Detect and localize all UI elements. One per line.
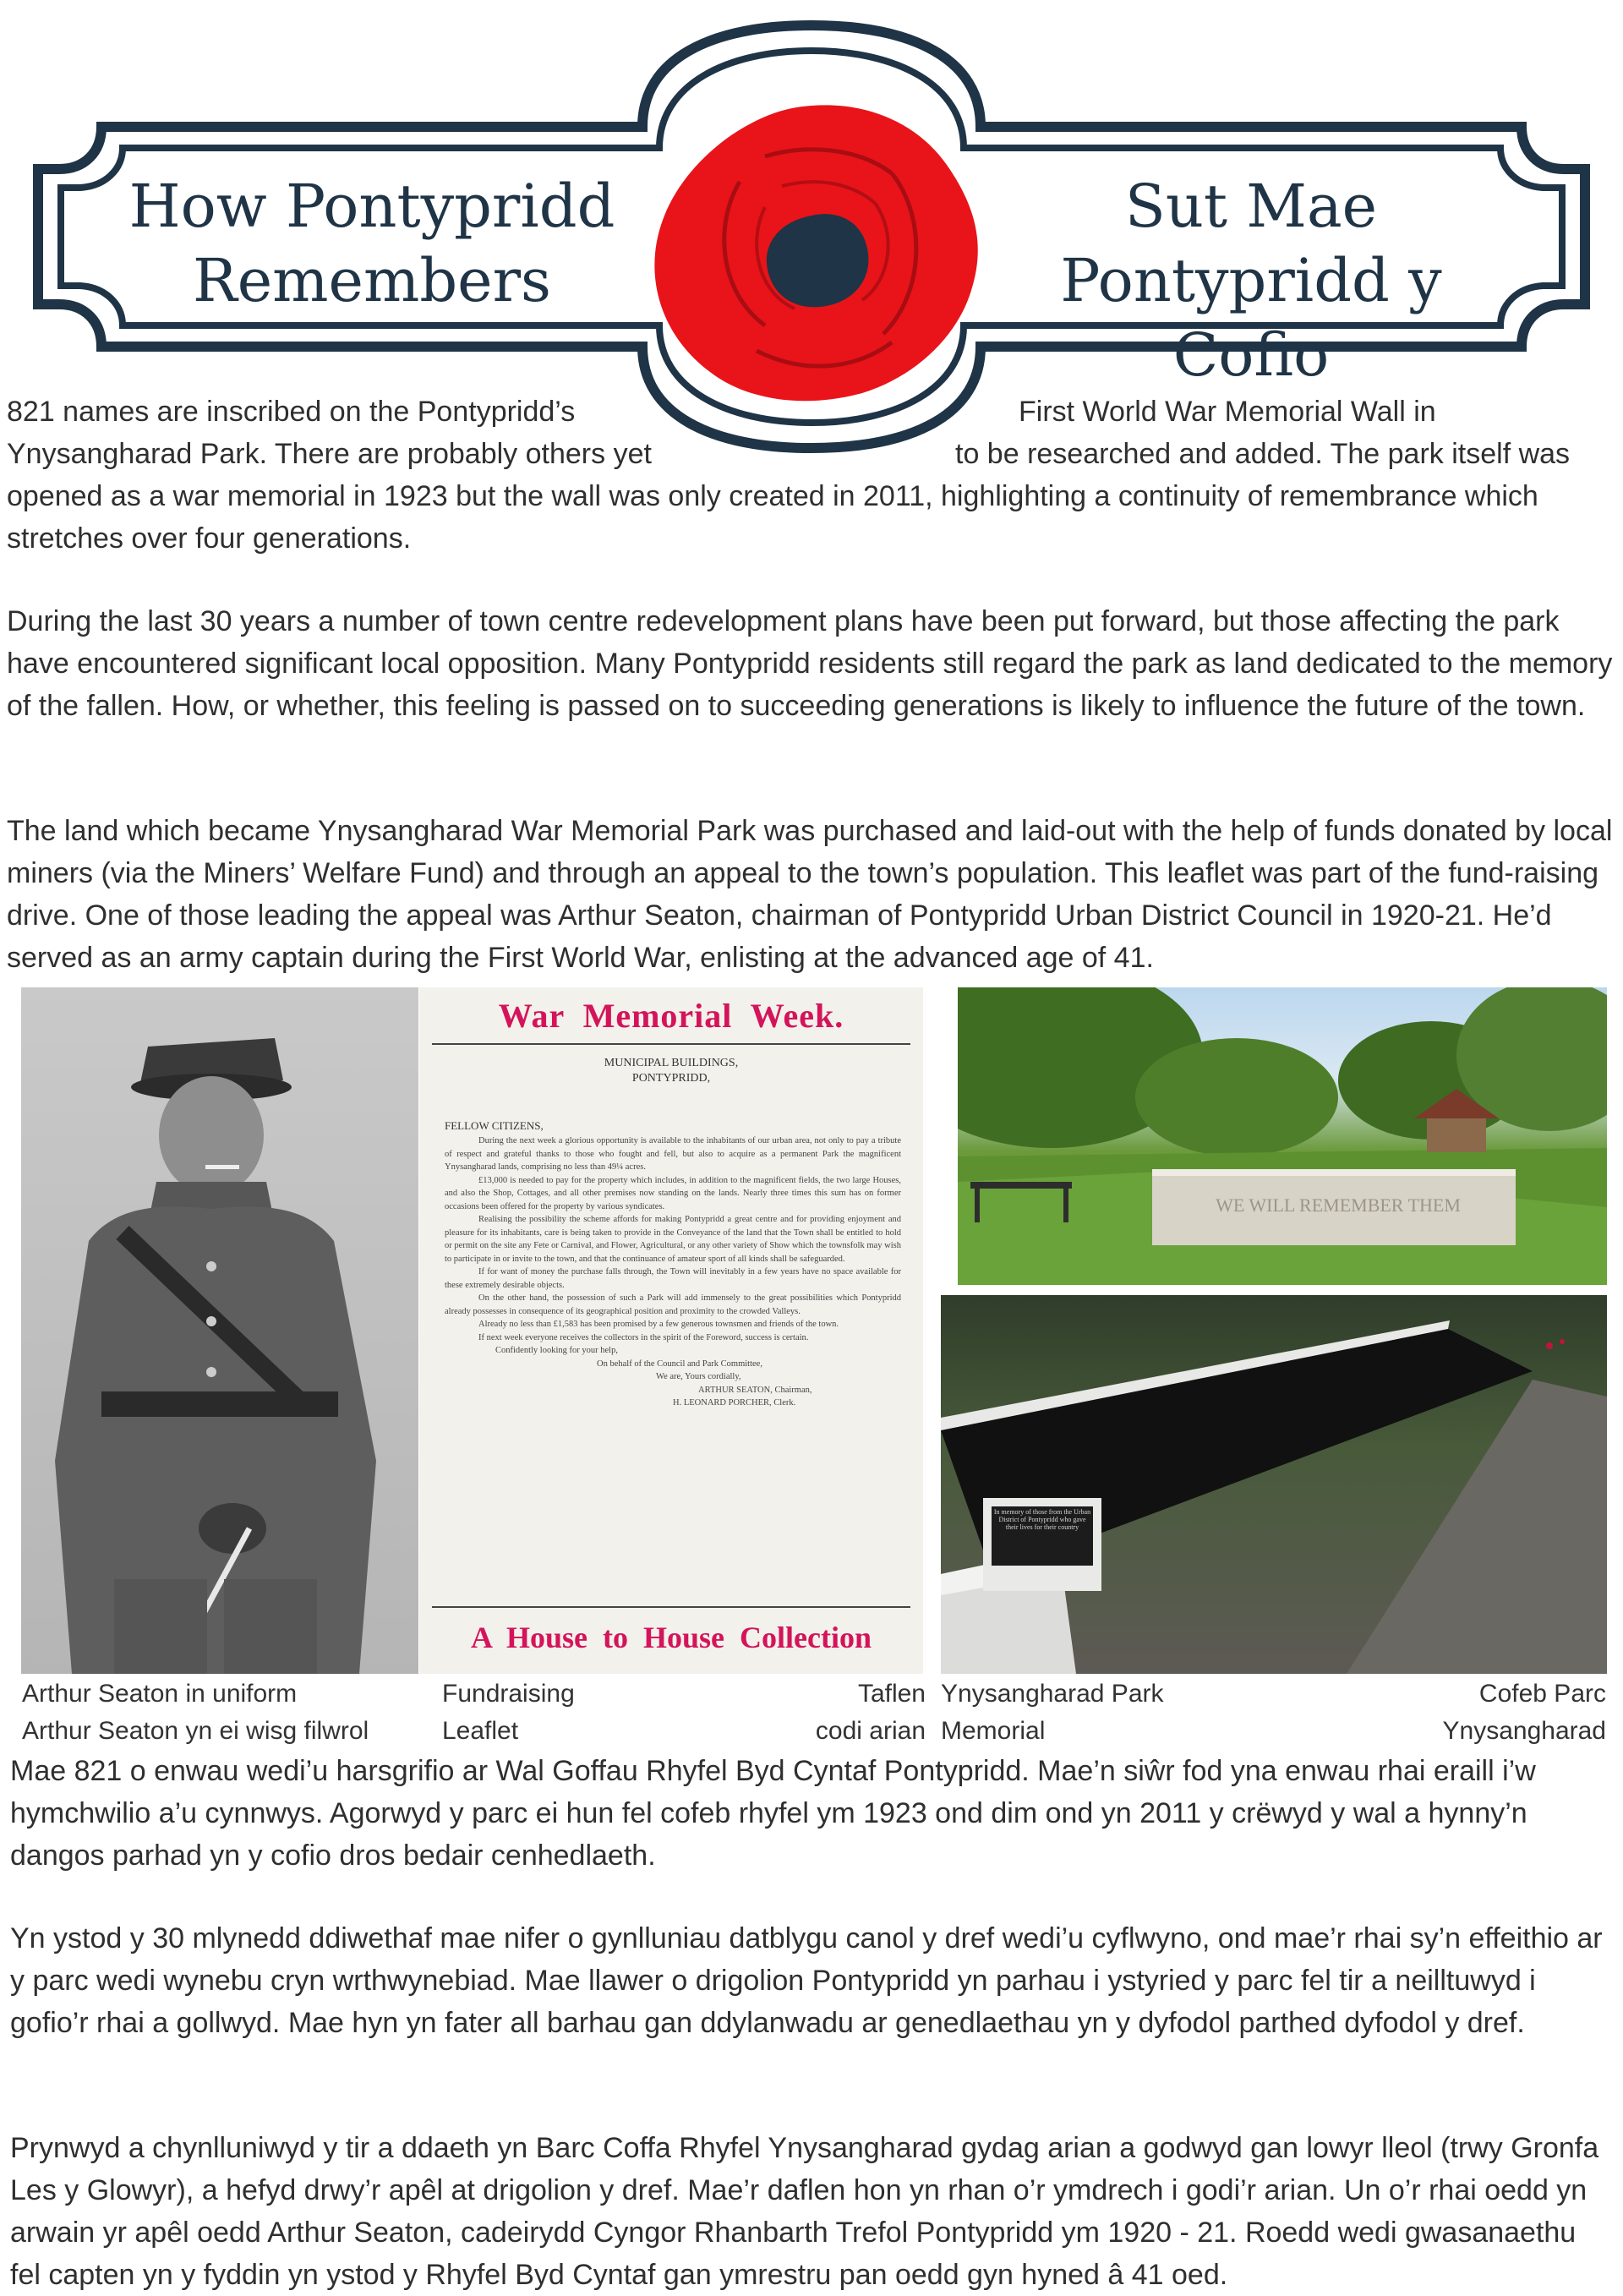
title-english-line2: Remembers <box>193 246 551 315</box>
caption-leaflet-english-1: Fundraising <box>442 1680 575 1708</box>
leaflet-body-paragraph: During the next week a glorious opportunity is available to the inhabitants of our urban area, not only to pay a tribute of respect and grateful thanks to those who fought and fell, but also to acquire as a permanent Park the magnificent Ynysangharad lands, comprising no less than 49¼ acres. <box>445 1136 901 1172</box>
caption-seaton-english: Arthur Seaton in uniform <box>22 1680 298 1708</box>
wall-inscription: WE WILL REMEMBER THEM <box>1216 1194 1461 1216</box>
english-p1-line1-right: First World War Memorial Wall in <box>1019 396 1436 428</box>
title-welsh-line1: Sut Mae <box>1124 172 1378 241</box>
memorial-wall-illustration <box>941 1295 1607 1674</box>
fundraising-leaflet <box>419 987 923 1674</box>
park-memorial-photo-bottom <box>941 1295 1607 1674</box>
leaflet-rule-top <box>432 1043 910 1045</box>
english-paragraph-1-rest: opened as a war memorial in 1923 but the wall was only created in 2011, highlighting a continuity of remembrance which stretches over four generations. <box>7 480 1538 555</box>
english-p1-line2-right: to be researched and added. The park itself was <box>955 438 1571 470</box>
leaflet-body <box>445 1134 901 1410</box>
leaflet-footer: A House to House Collection <box>471 1621 872 1654</box>
leaflet-body-paragraph: If for want of money the purchase falls through, the Town will inevitably in a few years have no space available for these extremely desirable objects. <box>445 1267 901 1290</box>
leaflet-heading: War Memorial Week. <box>498 997 844 1035</box>
leaflet-body-paragraph: If next week everyone receives the collectors in the spirit of the Foreword, success is certain. <box>478 1332 809 1342</box>
leaflet-rule-bottom <box>432 1606 910 1608</box>
arthur-seaton-photo <box>21 987 418 1674</box>
english-p1-line1-left: 821 names are inscribed on the Pontypridd’s <box>7 396 576 428</box>
soldier-figure-icon <box>21 987 418 1674</box>
title-english-line1: How Pontypridd <box>128 172 615 241</box>
park-memorial-photo-top <box>958 987 1607 1285</box>
leaflet-closing-1: Confidently looking for your help, <box>495 1346 618 1355</box>
welsh-paragraph-2: Yn ystod y 30 mlynedd ddiwethaf mae nifer o gynlluniau datblygu canol y dref wedi’u cyflwyno, ond mae’r rhai sy’n effeithio ar y parc wedi wynebu cryn wrthwynebiad. Mae llawer o drigolion Pontypridd yn parhau i ystyried y parc fel tir a neilltuwyd i gofio’r rhai a gollwyd. Mae hyn yn fater all barhau gan ddylanwadu ar genedlaethau yn y dyfodol parthed dyfodol y dref. <box>10 1922 1603 2039</box>
caption-park-welsh-2: Ynysangharad <box>1442 1717 1606 1745</box>
caption-leaflet-welsh-1: Taflen <box>857 1680 926 1708</box>
poppy-icon <box>638 97 993 410</box>
leaflet-address-2: PONTYPRIDD, <box>631 1072 711 1085</box>
leaflet-closing-2: On behalf of the Council and Park Committee, <box>597 1358 762 1369</box>
leaflet-signature-2: H. LEONARD PORCHER, Clerk. <box>673 1398 796 1408</box>
leaflet-signature-1: ARTHUR SEATON, Chairman, <box>698 1385 812 1395</box>
title-welsh <box>981 169 1522 392</box>
park-trees-illustration <box>958 987 1607 1285</box>
caption-park-english-1: Ynysangharad Park <box>941 1680 1164 1708</box>
caption-park-english-2: Memorial <box>941 1717 1046 1745</box>
leaflet-address-1: MUNICIPAL BUILDINGS, <box>604 1057 739 1069</box>
title-welsh-line2: Pontypridd y Cofio <box>1060 246 1442 390</box>
caption-park-welsh-1: Cofeb Parc <box>1478 1680 1606 1708</box>
leaflet-body-paragraph: On the other hand, the possession of such a Park will add immensely to the great possibilities which Pontypridd already possesses in consequence of its geographical position and proximity to the crowded Valleys. <box>445 1293 901 1316</box>
english-p1-line2-left: Ynysangharad Park. There are probably others yet <box>7 438 652 470</box>
leaflet-closing-3: We are, Yours cordially, <box>656 1372 741 1381</box>
leaflet-salutation: FELLOW CITIZENS, <box>445 1119 544 1132</box>
caption-seaton-welsh: Arthur Seaton yn ei wisg filwrol <box>22 1717 369 1745</box>
caption-leaflet-english-2: Leaflet <box>442 1717 519 1745</box>
english-paragraph-2: During the last 30 years a number of town centre redevelopment plans have been put forward, but those affecting the park have encountered significant local opposition. Many Pontypridd residents still regard the park as land dedicated to the memory of the fallen. How, or whether, this feeling is passed on to succeeding generations is likely to influence the future of the town. <box>7 605 1613 722</box>
title-english <box>101 169 642 318</box>
leaflet-body-paragraph: Realising the possibility the scheme affords for making Pontypridd a great centre and for providing enjoyment and pleasure for its inhabitants, care is being taken to provide in the Conveyance of the land that the Town shall be entitled to hold or permit on the site any Fete or Carnival, and Flower, Agricultural, or any other variety of Show which the townsfolk may wish to participate in or invite to the town, and that the continuance of amateur sport of all kinds shall be safeguarded. <box>445 1215 901 1264</box>
memorial-plaque-text: In memory of those from the Urban District of Pontypridd who gave their lives for their country <box>993 1508 1091 1531</box>
welsh-paragraph-3: Prynwyd a chynlluniwyd y tir a ddaeth yn Barc Coffa Rhyfel Ynysangharad gydag arian a godwyd gan lowyr lleol (trwy Gronfa Les y Glowyr), a hefyd drwy’r apêl at drigolion y dref. Mae’r daflen hon yn rhan o’r ymdrech i godi’r arian. Un o’r rhai oedd yn arwain yr apêl oedd Arthur Seaton, cadeirydd Cyngor Rhanbarth Trefol Pontypridd ym 1920 - 21. Roedd wedi gwasanaethu fel capten yn y fyddin yn ystod y Rhyfel Byd Cyntaf gan ymrestru pan oedd gyn hyned â 41 oed. <box>10 2132 1599 2291</box>
english-paragraph-3: The land which became Ynysangharad War Memorial Park was purchased and laid-out with the help of funds donated by local miners (via the Miners’ Welfare Fund) and through an appeal to the town’s population. This leaflet was part of the fund-raising drive. One of those leading the appeal was Arthur Seaton, chairman of Pontypridd Urban District Council in 1920-21. He’d served as an army captain during the First World War, enlisting at the advanced age of 41. <box>7 815 1613 974</box>
leaflet-body-paragraph: £13,000 is needed to pay for the property which includes, in addition to the magnificent fields, the two large Houses, and also the Shop, Cottages, and all other premises now standing on the lands. Nearly three times this sum has on former occasions been offered for the property by various syndicates. <box>445 1175 901 1211</box>
caption-leaflet-welsh-2: codi arian <box>815 1717 926 1745</box>
welsh-paragraph-1: Mae 821 o enwau wedi’u harsgrifio ar Wal Goffau Rhyfel Byd Cyntaf Pontypridd. Mae’n siŵr fod yna enwau rhai eraill i’w hymchwilio a’u cynnwys. Agorwyd y parc ei hun fel cofeb rhyfel ym 1923 ond dim ond yn 2011 y crëwyd y wal a hynny’n dangos parhad yn y cofio dros bedair cenhedlaeth. <box>10 1755 1536 1872</box>
leaflet-body-paragraph: Already no less than £1,583 has been promised by a few generous townsmen and friends of the town. <box>478 1320 839 1329</box>
